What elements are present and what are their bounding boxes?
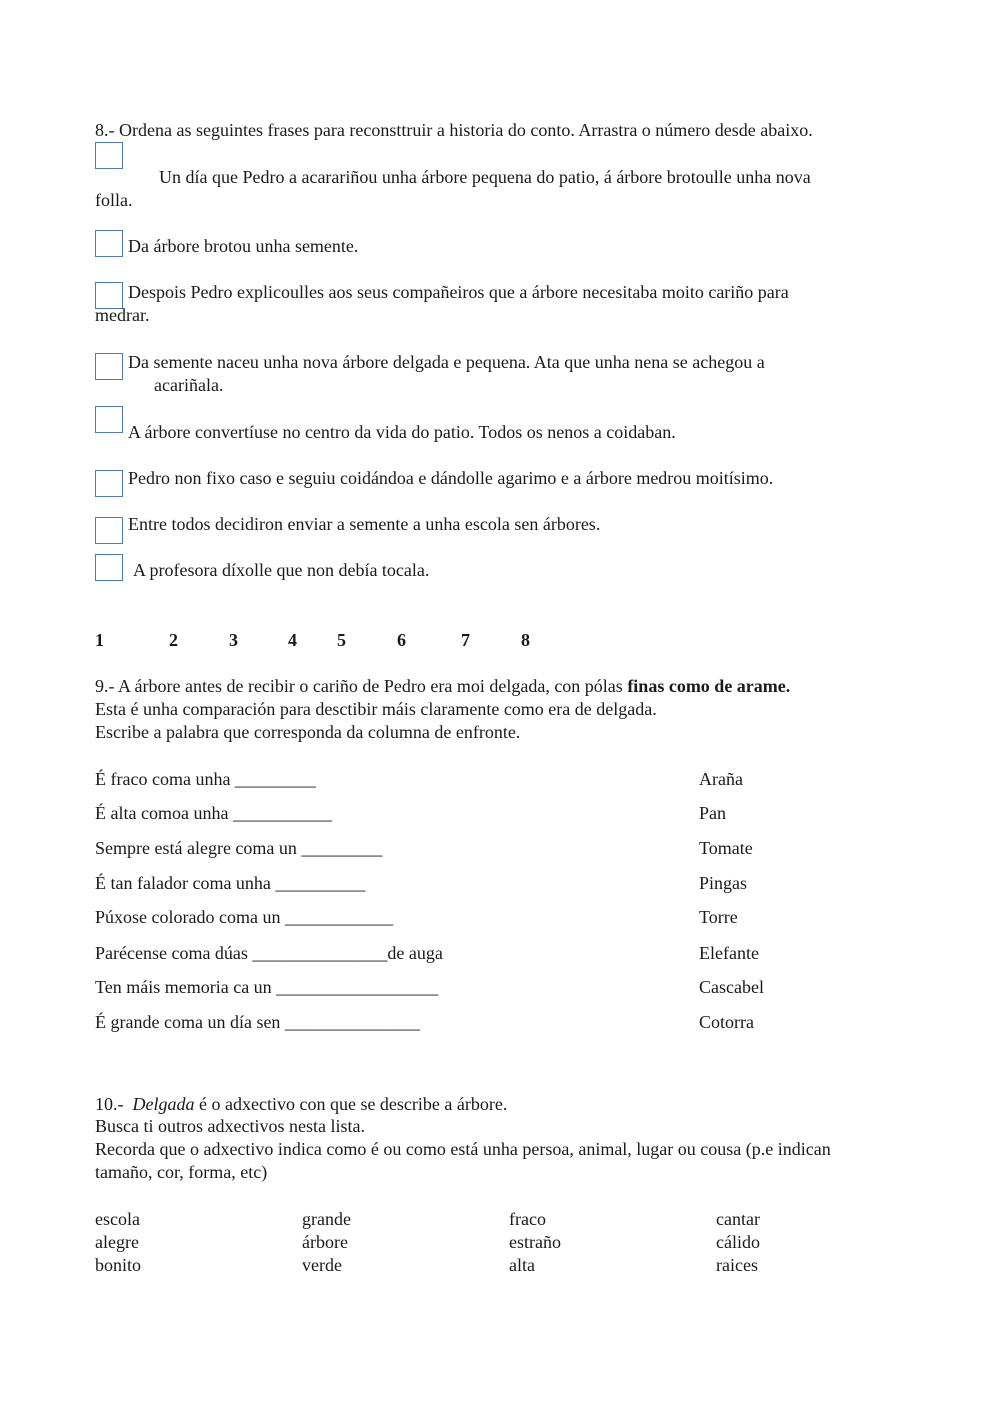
order-drop-box-2[interactable]	[95, 230, 123, 257]
word-option-8: Cotorra	[699, 1012, 754, 1032]
adjective-word[interactable]: alta	[509, 1255, 535, 1275]
q10-line2: Busca ti outros adxectivos nesta lista.	[95, 1116, 365, 1136]
word-option-4: Pingas	[699, 873, 748, 893]
word-option-7: Cascabel	[699, 977, 764, 997]
comparison-item-8[interactable]: É grande coma un día sen _______________	[95, 1012, 420, 1032]
sentence-7: Entre todos decidiron enviar a semente a unha escola sen árbores.	[128, 514, 601, 534]
order-drop-box-8[interactable]	[95, 554, 123, 581]
order-drop-box-5[interactable]	[95, 406, 123, 433]
comparison-item-7[interactable]: Ten máis memoria ca un __________________	[95, 977, 439, 997]
word-option-6: Elefante	[699, 943, 759, 963]
sentence-3-line2: medrar.	[95, 305, 150, 325]
adjective-word[interactable]: fraco	[509, 1209, 546, 1229]
drag-number-3[interactable]: 3	[229, 630, 238, 650]
q9-line1-text: 9.- A árbore antes de recibir o cariño de Pedro era moi delgada, con pólas	[95, 676, 628, 696]
comparison-item-1[interactable]: É fraco coma unha _________	[95, 769, 316, 789]
word-option-1: Araña	[699, 769, 743, 789]
adjective-word[interactable]: escola	[95, 1209, 140, 1229]
order-drop-box-1[interactable]	[95, 142, 123, 169]
q10-line1-suffix: é o adxectivo con que se describe a árbore.	[194, 1094, 508, 1114]
sentence-3-line1: Despois Pedro explicoulles aos seus compañeiros que a árbore necesitaba moito cariño para	[128, 282, 789, 302]
word-option-5: Torre	[699, 907, 738, 927]
sentence-4-line1: Da semente naceu unha nova árbore delgada e pequena. Ata que unha nena se achegou a	[128, 352, 765, 372]
q10-line3a: Recorda que o adxectivo indica como é ou como está unha persoa, animal, lugar ou cousa (p.e indican	[95, 1139, 831, 1159]
word-option-3: Tomate	[699, 838, 753, 858]
sentence-8: A profesora díxolle que non debía tocala.	[133, 560, 430, 580]
comparison-item-6[interactable]: Parécense coma dúas _______________de auga	[95, 943, 443, 963]
adjective-word[interactable]: cantar	[716, 1209, 760, 1229]
sentence-2: Da árbore brotou unha semente.	[128, 236, 359, 256]
q10-line1	[95, 1093, 507, 1116]
order-drop-box-4[interactable]	[95, 353, 123, 380]
adjective-word[interactable]: verde	[302, 1255, 342, 1275]
sentence-6: Pedro non fixo caso e seguiu coidándoa e dándolle agarimo e a árbore medrou moitísimo.	[128, 468, 774, 488]
drag-number-7[interactable]: 7	[461, 630, 470, 650]
q9-line3: Escribe a palabra que corresponda da columna de enfronte.	[95, 722, 521, 742]
order-drop-box-7[interactable]	[95, 517, 123, 544]
q9-line1-bold: finas como de arame.	[627, 676, 791, 696]
drag-number-6[interactable]: 6	[397, 630, 406, 650]
q9-line2: Esta é unha comparación para desctibir máis claramente como era de delgada.	[95, 699, 657, 719]
word-option-2: Pan	[699, 803, 726, 823]
sentence-5: A árbore convertíuse no centro da vida do patio. Todos os nenos a coidaban.	[128, 422, 676, 442]
q8-instruction: 8.- Ordena as seguintes frases para reconsttruir a historia do conto. Arrastra o número desde abaixo.	[95, 120, 813, 140]
sentence-1-line2: folla.	[95, 190, 133, 210]
adjective-word[interactable]: árbore	[302, 1232, 348, 1252]
q10-line1-prefix: 10.-	[95, 1094, 133, 1114]
q10-line1-italic: Delgada	[132, 1094, 195, 1114]
order-drop-box-6[interactable]	[95, 470, 123, 497]
comparison-item-4[interactable]: É tan falador coma unha __________	[95, 873, 366, 893]
comparison-item-3[interactable]: Sempre está alegre coma un _________	[95, 838, 383, 858]
drag-number-1[interactable]: 1	[95, 630, 104, 650]
drag-number-4[interactable]: 4	[288, 630, 297, 650]
adjective-word[interactable]: estraño	[509, 1232, 561, 1252]
adjective-word[interactable]: grande	[302, 1209, 351, 1229]
adjective-word[interactable]: bonito	[95, 1255, 142, 1275]
adjective-word[interactable]: raices	[716, 1255, 758, 1275]
drag-number-5[interactable]: 5	[337, 630, 346, 650]
comparison-item-5[interactable]: Púxose colorado coma un ____________	[95, 907, 393, 927]
q10-line3b: tamaño, cor, forma, etc)	[95, 1162, 268, 1182]
adjective-word[interactable]: alegre	[95, 1232, 139, 1252]
comparison-item-2[interactable]: É alta comoa unha ___________	[95, 803, 332, 823]
sentence-4-line2: acariñala.	[154, 375, 224, 395]
drag-number-8[interactable]: 8	[521, 630, 530, 650]
sentence-1-line1: Un día que Pedro a acarariñou unha árbore pequena do patio, á árbore brotoulle unha nova	[159, 167, 811, 187]
q9-line1	[95, 675, 790, 698]
drag-number-2[interactable]: 2	[169, 630, 178, 650]
adjective-word[interactable]: cálido	[716, 1232, 760, 1252]
